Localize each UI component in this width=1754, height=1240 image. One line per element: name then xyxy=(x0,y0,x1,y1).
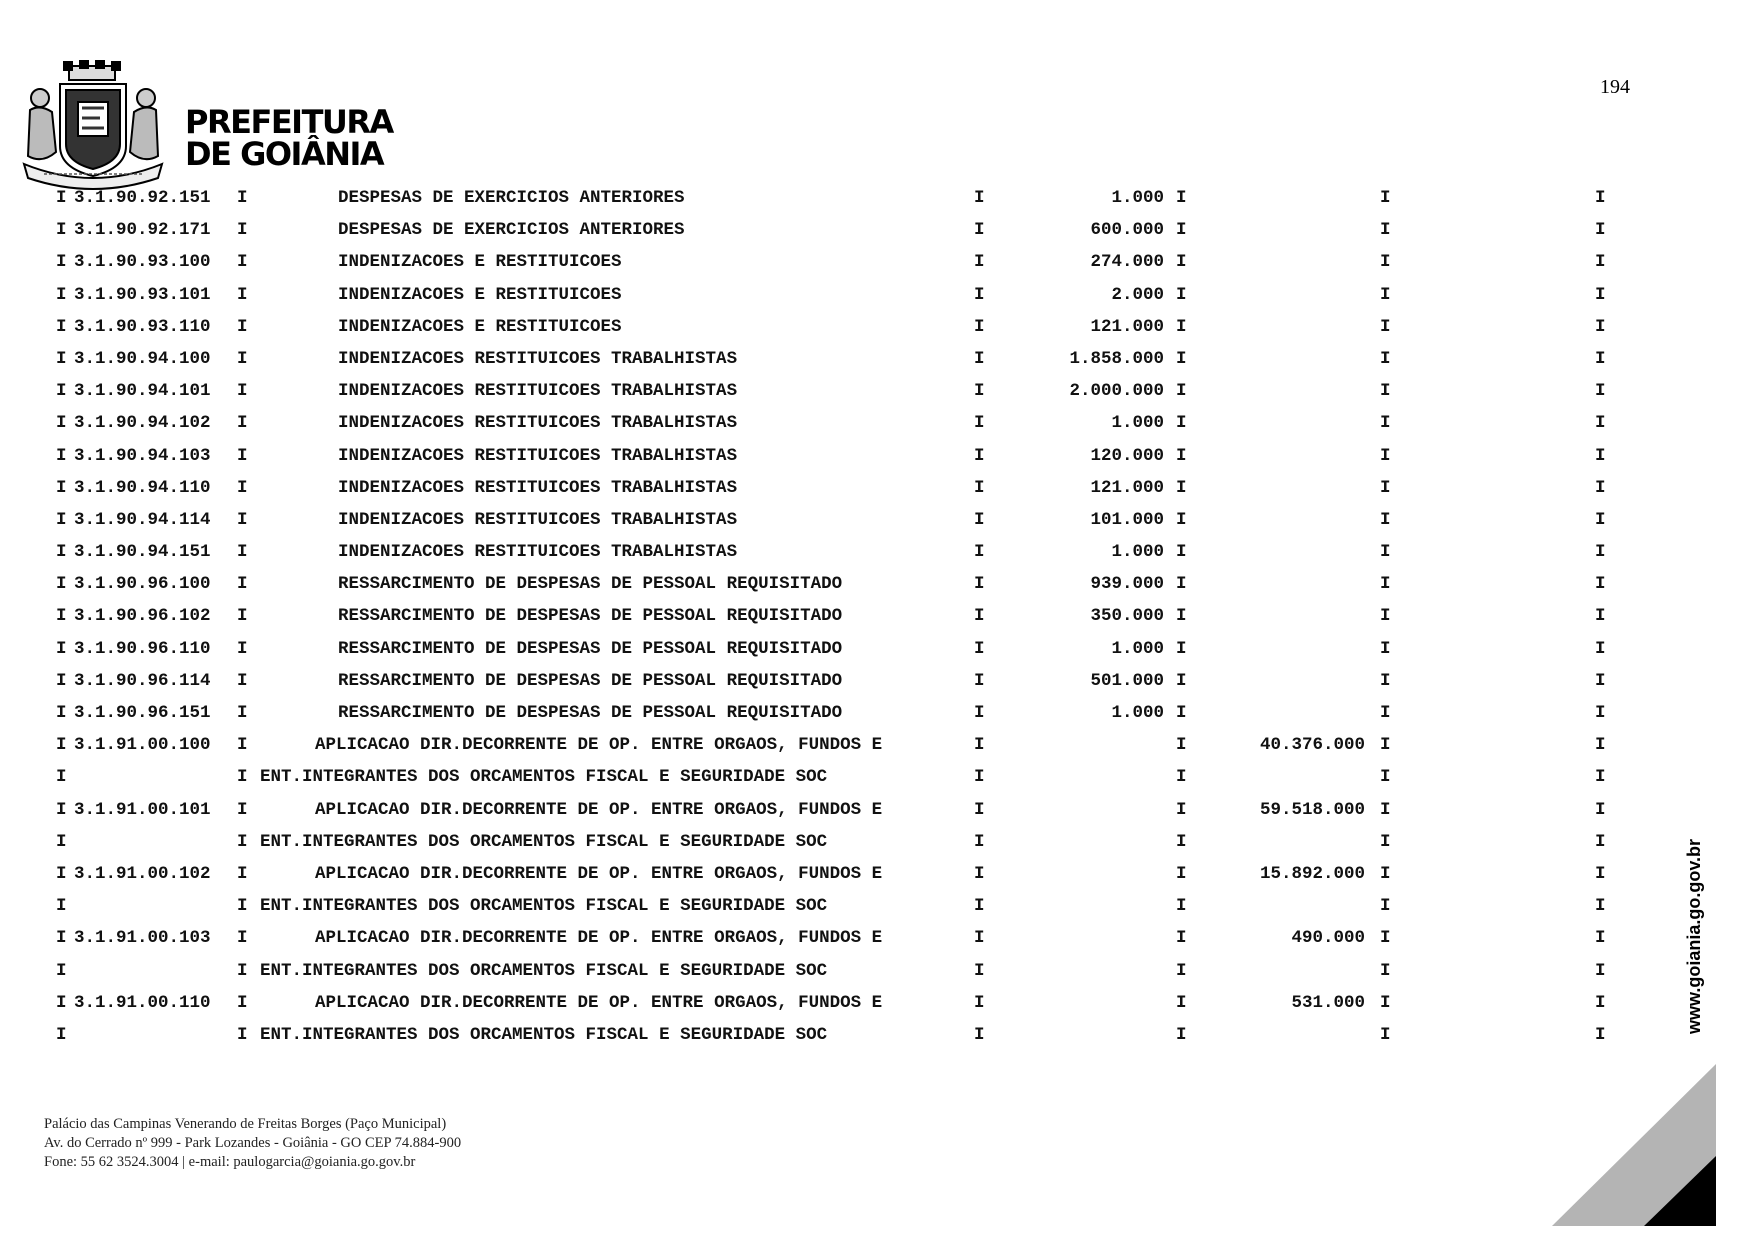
row-separator: I xyxy=(1176,477,1187,498)
row-separator: I xyxy=(974,316,985,337)
row-separator: I xyxy=(1595,767,1606,788)
account-description: DESPESAS DE EXERCICIOS ANTERIORES xyxy=(338,188,685,208)
row-separator: I xyxy=(56,670,67,691)
account-description: DESPESAS DE EXERCICIOS ANTERIORES xyxy=(338,220,685,241)
brand-wordmark xyxy=(185,103,393,173)
row-separator: I xyxy=(974,606,985,627)
account-description: INDENIZACOES RESTITUICOES TRABALHISTAS xyxy=(338,413,738,434)
row-separator: I xyxy=(1595,863,1606,884)
row-separator: I xyxy=(974,799,985,820)
row-separator: I xyxy=(56,638,67,659)
row-separator: I xyxy=(1380,284,1391,305)
row-separator: I xyxy=(56,477,67,498)
row-separator: I xyxy=(237,477,248,498)
account-description: INDENIZACOES RESTITUICOES TRABALHISTAS xyxy=(338,542,738,563)
row-separator: I xyxy=(56,992,67,1013)
row-separator: I xyxy=(1176,670,1187,691)
account-description: INDENIZACOES E RESTITUICOES xyxy=(338,252,622,273)
amount-column-1: 121.000 xyxy=(1090,316,1164,337)
row-separator: I xyxy=(1380,928,1391,949)
row-separator: I xyxy=(56,509,67,530)
row-separator: I xyxy=(237,284,248,305)
row-separator: I xyxy=(1595,831,1606,852)
row-separator: I xyxy=(56,220,67,241)
row-separator: I xyxy=(974,896,985,917)
row-separator: I xyxy=(974,252,985,273)
table-row xyxy=(0,347,1754,379)
row-separator: I xyxy=(1595,1024,1606,1045)
account-description: ENT.INTEGRANTES DOS ORCAMENTOS FISCAL E SEGURIDADE SOC xyxy=(260,767,828,788)
row-separator: I xyxy=(1380,252,1391,273)
row-separator: I xyxy=(974,381,985,402)
row-separator: I xyxy=(1380,670,1391,691)
row-separator: I xyxy=(1176,542,1187,563)
account-code: 3.1.91.00.100 xyxy=(74,735,211,756)
account-code: 3.1.90.92.151 xyxy=(74,188,211,208)
row-separator: I xyxy=(1595,992,1606,1013)
row-separator: I xyxy=(237,1024,248,1045)
amount-column-1: 1.000 xyxy=(1111,188,1164,208)
row-separator: I xyxy=(237,638,248,659)
table-row xyxy=(0,733,1754,765)
account-description: ENT.INTEGRANTES DOS ORCAMENTOS FISCAL E SEGURIDADE SOC xyxy=(260,896,828,917)
row-separator: I xyxy=(1595,799,1606,820)
row-separator: I xyxy=(1176,1024,1187,1045)
row-separator: I xyxy=(237,863,248,884)
account-code: 3.1.90.94.151 xyxy=(74,542,211,563)
corner-triangle-decoration xyxy=(1552,1064,1716,1226)
row-separator: I xyxy=(237,606,248,627)
row-separator: I xyxy=(237,252,248,273)
row-separator: I xyxy=(56,413,67,434)
row-separator: I xyxy=(974,477,985,498)
row-separator: I xyxy=(1380,381,1391,402)
row-separator: I xyxy=(237,381,248,402)
row-separator: I xyxy=(1380,445,1391,466)
table-row xyxy=(0,444,1754,476)
row-separator: I xyxy=(1595,316,1606,337)
row-separator: I xyxy=(974,445,985,466)
table-row xyxy=(0,604,1754,636)
row-separator: I xyxy=(974,863,985,884)
row-separator: I xyxy=(974,542,985,563)
row-separator: I xyxy=(237,574,248,595)
table-row xyxy=(0,991,1754,1023)
table-row xyxy=(0,959,1754,991)
amount-column-1: 2.000.000 xyxy=(1069,381,1164,402)
table-row xyxy=(0,540,1754,572)
row-separator: I xyxy=(1380,703,1391,723)
row-separator: I xyxy=(237,413,248,434)
account-description: RESSARCIMENTO DE DESPESAS DE PESSOAL REQUISITADO xyxy=(338,670,843,691)
row-separator: I xyxy=(1595,574,1606,595)
row-separator: I xyxy=(974,220,985,241)
row-separator: I xyxy=(56,831,67,852)
row-separator: I xyxy=(1380,831,1391,852)
page-number: 194 xyxy=(1600,76,1630,98)
table-row xyxy=(0,669,1754,701)
row-separator: I xyxy=(1176,638,1187,659)
row-separator: I xyxy=(56,445,67,466)
row-separator: I xyxy=(237,831,248,852)
row-separator: I xyxy=(1595,542,1606,563)
row-separator: I xyxy=(974,509,985,530)
amount-column-1: 121.000 xyxy=(1090,477,1164,498)
account-code: 3.1.90.96.100 xyxy=(74,574,211,595)
row-separator: I xyxy=(1380,477,1391,498)
table-row xyxy=(0,572,1754,604)
row-separator: I xyxy=(1595,445,1606,466)
row-separator: I xyxy=(237,348,248,369)
account-description: ENT.INTEGRANTES DOS ORCAMENTOS FISCAL E SEGURIDADE SOC xyxy=(260,960,828,981)
footer-line-1: Palácio das Campinas Venerando de Freitas Borges (Paço Municipal) xyxy=(44,1116,447,1132)
account-code: 3.1.90.94.110 xyxy=(74,477,211,498)
row-separator: I xyxy=(56,1024,67,1045)
row-separator: I xyxy=(1176,606,1187,627)
amount-column-2: 15.892.000 xyxy=(1259,863,1365,884)
amount-column-1: 120.000 xyxy=(1090,445,1164,466)
table-row xyxy=(0,283,1754,315)
account-code: 3.1.90.96.102 xyxy=(74,606,211,627)
row-separator: I xyxy=(974,348,985,369)
amount-column-1: 350.000 xyxy=(1090,606,1164,627)
table-row xyxy=(0,637,1754,669)
row-separator: I xyxy=(237,703,248,723)
row-separator: I xyxy=(1595,670,1606,691)
row-separator: I xyxy=(974,960,985,981)
row-separator: I xyxy=(974,928,985,949)
row-separator: I xyxy=(1380,316,1391,337)
table-row xyxy=(0,476,1754,508)
row-separator: I xyxy=(1380,1024,1391,1045)
row-separator: I xyxy=(1595,606,1606,627)
budget-table xyxy=(0,186,1754,1055)
row-separator: I xyxy=(56,542,67,563)
row-separator: I xyxy=(56,606,67,627)
table-row xyxy=(0,1023,1754,1055)
amount-column-1: 101.000 xyxy=(1090,509,1164,530)
row-separator: I xyxy=(237,542,248,563)
account-description: RESSARCIMENTO DE DESPESAS DE PESSOAL REQUISITADO xyxy=(338,574,843,595)
footer-address xyxy=(44,1115,461,1172)
row-separator: I xyxy=(974,767,985,788)
account-code: 3.1.90.96.110 xyxy=(74,638,211,659)
account-code: 3.1.91.00.101 xyxy=(74,799,211,820)
row-separator: I xyxy=(974,670,985,691)
row-separator: I xyxy=(237,735,248,756)
row-separator: I xyxy=(1176,928,1187,949)
row-separator: I xyxy=(56,896,67,917)
row-separator: I xyxy=(1176,445,1187,466)
account-description: INDENIZACOES E RESTITUICOES xyxy=(338,284,622,305)
amount-column-2: 59.518.000 xyxy=(1259,799,1365,820)
table-row xyxy=(0,701,1754,733)
row-separator: I xyxy=(974,735,985,756)
account-description: INDENIZACOES RESTITUICOES TRABALHISTAS xyxy=(338,381,738,402)
row-separator: I xyxy=(974,992,985,1013)
amount-column-2: 40.376.000 xyxy=(1259,735,1365,756)
row-separator: I xyxy=(1380,896,1391,917)
brand-line-1: PREFEITURA xyxy=(185,103,393,141)
account-code: 3.1.91.00.102 xyxy=(74,863,211,884)
row-separator: I xyxy=(1595,638,1606,659)
row-separator: I xyxy=(1176,284,1187,305)
row-separator: I xyxy=(1176,188,1187,208)
amount-column-1: 1.000 xyxy=(1111,703,1164,723)
amount-column-1: 1.000 xyxy=(1111,413,1164,434)
row-separator: I xyxy=(1176,831,1187,852)
account-description: INDENIZACOES RESTITUICOES TRABALHISTAS xyxy=(338,509,738,530)
row-separator: I xyxy=(1176,316,1187,337)
row-separator: I xyxy=(237,670,248,691)
account-code: 3.1.90.94.102 xyxy=(74,413,211,434)
row-separator: I xyxy=(974,284,985,305)
row-separator: I xyxy=(1176,509,1187,530)
brand-line-2: DE GOIÂNIA xyxy=(185,135,384,173)
row-separator: I xyxy=(1176,413,1187,434)
side-website-url: www.goiania.go.gov.br xyxy=(1684,838,1704,1034)
account-description: APLICACAO DIR.DECORRENTE DE OP. ENTRE ORGAOS, FUNDOS E xyxy=(315,799,883,820)
table-row xyxy=(0,765,1754,797)
row-separator: I xyxy=(1176,735,1187,756)
row-separator: I xyxy=(1380,799,1391,820)
row-separator: I xyxy=(1380,542,1391,563)
row-separator: I xyxy=(56,316,67,337)
amount-column-1: 2.000 xyxy=(1111,284,1164,305)
row-separator: I xyxy=(1176,767,1187,788)
account-code: 3.1.90.94.114 xyxy=(74,509,211,530)
row-separator: I xyxy=(56,703,67,723)
row-separator: I xyxy=(56,960,67,981)
table-row xyxy=(0,926,1754,958)
row-separator: I xyxy=(1176,220,1187,241)
row-separator: I xyxy=(1380,413,1391,434)
account-code: 3.1.90.94.100 xyxy=(74,348,211,369)
row-separator: I xyxy=(1595,252,1606,273)
amount-column-1: 1.858.000 xyxy=(1069,348,1164,369)
account-description: INDENIZACOES RESTITUICOES TRABALHISTAS xyxy=(338,445,738,466)
account-code: 3.1.90.96.114 xyxy=(74,670,211,691)
row-separator: I xyxy=(56,252,67,273)
row-separator: I xyxy=(974,413,985,434)
amount-column-1: 274.000 xyxy=(1090,252,1164,273)
row-separator: I xyxy=(1595,220,1606,241)
account-description: APLICACAO DIR.DECORRENTE DE OP. ENTRE ORGAOS, FUNDOS E xyxy=(315,992,883,1013)
row-separator: I xyxy=(1176,348,1187,369)
account-description: INDENIZACOES RESTITUICOES TRABALHISTAS xyxy=(338,348,738,369)
row-separator: I xyxy=(974,703,985,723)
account-description: RESSARCIMENTO DE DESPESAS DE PESSOAL REQUISITADO xyxy=(338,703,843,723)
row-separator: I xyxy=(56,348,67,369)
table-row xyxy=(0,830,1754,862)
row-separator: I xyxy=(1595,413,1606,434)
row-separator: I xyxy=(1176,574,1187,595)
row-separator: I xyxy=(1380,735,1391,756)
row-separator: I xyxy=(1595,703,1606,723)
table-row xyxy=(0,894,1754,926)
row-separator: I xyxy=(1380,220,1391,241)
row-separator: I xyxy=(1380,767,1391,788)
row-separator: I xyxy=(1176,252,1187,273)
table-row xyxy=(0,250,1754,282)
table-row xyxy=(0,379,1754,411)
account-code: 3.1.90.94.103 xyxy=(74,445,211,466)
row-separator: I xyxy=(1595,477,1606,498)
row-separator: I xyxy=(56,188,67,208)
row-separator: I xyxy=(56,767,67,788)
row-separator: I xyxy=(237,799,248,820)
row-separator: I xyxy=(237,188,248,208)
row-separator: I xyxy=(974,574,985,595)
row-separator: I xyxy=(1380,606,1391,627)
goiania-coat-of-arms-icon xyxy=(14,60,172,196)
row-separator: I xyxy=(56,574,67,595)
amount-column-2: 531.000 xyxy=(1291,992,1365,1013)
row-separator: I xyxy=(237,992,248,1013)
row-separator: I xyxy=(237,767,248,788)
row-separator: I xyxy=(1595,188,1606,208)
account-description: APLICACAO DIR.DECORRENTE DE OP. ENTRE ORGAOS, FUNDOS E xyxy=(315,735,883,756)
row-separator: I xyxy=(1595,960,1606,981)
account-code: 3.1.91.00.103 xyxy=(74,928,211,949)
row-separator: I xyxy=(1380,348,1391,369)
row-separator: I xyxy=(1380,863,1391,884)
amount-column-1: 1.000 xyxy=(1111,542,1164,563)
account-description: ENT.INTEGRANTES DOS ORCAMENTOS FISCAL E SEGURIDADE SOC xyxy=(260,831,828,852)
row-separator: I xyxy=(1595,896,1606,917)
account-description: RESSARCIMENTO DE DESPESAS DE PESSOAL REQUISITADO xyxy=(338,638,843,659)
row-separator: I xyxy=(1380,188,1391,208)
row-separator: I xyxy=(1595,509,1606,530)
table-row xyxy=(0,186,1754,218)
row-separator: I xyxy=(1380,638,1391,659)
row-separator: I xyxy=(1380,960,1391,981)
row-separator: I xyxy=(974,1024,985,1045)
amount-column-1: 1.000 xyxy=(1111,638,1164,659)
table-row xyxy=(0,862,1754,894)
row-separator: I xyxy=(56,928,67,949)
row-separator: I xyxy=(237,896,248,917)
table-row xyxy=(0,411,1754,443)
account-description: APLICACAO DIR.DECORRENTE DE OP. ENTRE ORGAOS, FUNDOS E xyxy=(315,863,883,884)
amount-column-1: 939.000 xyxy=(1090,574,1164,595)
row-separator: I xyxy=(1176,703,1187,723)
amount-column-1: 600.000 xyxy=(1090,220,1164,241)
account-code: 3.1.90.92.171 xyxy=(74,220,211,241)
row-separator: I xyxy=(1595,928,1606,949)
account-code: 3.1.90.93.100 xyxy=(74,252,211,273)
row-separator: I xyxy=(1595,735,1606,756)
account-code: 3.1.90.93.101 xyxy=(74,284,211,305)
row-separator: I xyxy=(1176,896,1187,917)
table-row xyxy=(0,218,1754,250)
row-separator: I xyxy=(1380,992,1391,1013)
row-separator: I xyxy=(1176,863,1187,884)
row-separator: I xyxy=(1176,960,1187,981)
row-separator: I xyxy=(1176,381,1187,402)
row-separator: I xyxy=(1380,574,1391,595)
row-separator: I xyxy=(237,509,248,530)
footer-line-3: Fone: 55 62 3524.3004 | e-mail: paulogarcia@goiania.go.gov.br xyxy=(44,1154,416,1170)
row-separator: I xyxy=(1176,799,1187,820)
row-separator: I xyxy=(974,188,985,208)
row-separator: I xyxy=(1595,381,1606,402)
account-code: 3.1.90.96.151 xyxy=(74,703,211,723)
account-code: 3.1.90.94.101 xyxy=(74,381,211,402)
row-separator: I xyxy=(1595,284,1606,305)
row-separator: I xyxy=(974,638,985,659)
account-description: INDENIZACOES RESTITUICOES TRABALHISTAS xyxy=(338,477,738,498)
row-separator: I xyxy=(56,735,67,756)
row-separator: I xyxy=(56,381,67,402)
account-description: APLICACAO DIR.DECORRENTE DE OP. ENTRE ORGAOS, FUNDOS E xyxy=(315,928,883,949)
row-separator: I xyxy=(237,928,248,949)
row-separator: I xyxy=(237,445,248,466)
row-separator: I xyxy=(237,316,248,337)
row-separator: I xyxy=(56,284,67,305)
amount-column-2: 490.000 xyxy=(1291,928,1365,949)
account-description: INDENIZACOES E RESTITUICOES xyxy=(338,316,622,337)
account-code: 3.1.91.00.110 xyxy=(74,992,211,1013)
row-separator: I xyxy=(974,831,985,852)
footer-line-2: Av. do Cerrado nº 999 - Park Lozandes - Goiânia - GO CEP 74.884-900 xyxy=(44,1135,462,1151)
amount-column-1: 501.000 xyxy=(1090,670,1164,691)
account-code: 3.1.90.93.110 xyxy=(74,316,211,337)
row-separator: I xyxy=(56,799,67,820)
table-row xyxy=(0,508,1754,540)
table-row xyxy=(0,798,1754,830)
account-description: RESSARCIMENTO DE DESPESAS DE PESSOAL REQUISITADO xyxy=(338,606,843,627)
table-row xyxy=(0,315,1754,347)
account-description: ENT.INTEGRANTES DOS ORCAMENTOS FISCAL E SEGURIDADE SOC xyxy=(260,1024,828,1045)
row-separator: I xyxy=(56,863,67,884)
row-separator: I xyxy=(1176,992,1187,1013)
row-separator: I xyxy=(237,220,248,241)
row-separator: I xyxy=(237,960,248,981)
row-separator: I xyxy=(1380,509,1391,530)
row-separator: I xyxy=(1595,348,1606,369)
